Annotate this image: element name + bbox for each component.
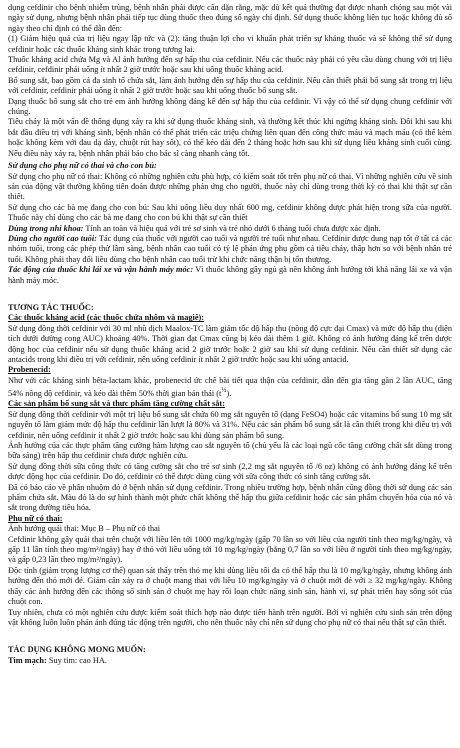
paragraph-toxicity-observations: Độc tính (giảm trọng lượng cơ thể) quan sát thấy trên thỏ mẹ khi dùng liều tối đa có thể hấp thu là 10 mg/kg/ngày, nhưng không ảnh hưởng đến thỏ mới đẻ. Giảm cân xảy ra ở chuột mang thai với liều 10 mg/kg/ngày và ở chuột mới đẻ với ≥ 32 mg/kg/ngày. Không thấy các ảnh hưởng đến các thông số sinh sản ở chuột mẹ hay rối loạn chức năng sinh sản, hành vi, sự phát triển hay sống sót của chuột con. [8, 565, 452, 607]
paragraph-red-stool: Đã có báo cáo về phân nhuộm đỏ ở bệnh nhân sử dụng cefdinir. Trong nhiều trường hợp, bệnh nhân cũng đồng thời sử dụng các sản phẩm chứa sắt. Màu đỏ là do sự hình thành một phức chất không thể hấp thu giữa cefdinir hoặc các sản phẩm chuyển hóa của nó và sắt trong đường tiêu hóa. [8, 482, 452, 513]
paragraph-lactation-use: Sử dụng cho các bà mẹ đang cho con bú: Sau khi uống liều duy nhất 600 mg, cefdinir không được phát hiện trong sữa của người. Thuốc này chỉ dùng cho các bà mẹ đang cho con bú khi thật sự cần thiết [8, 202, 452, 223]
paragraph-pediatric-use [8, 224, 452, 234]
drug-interactions-title: TƯƠNG TÁC THUỐC: [8, 302, 94, 312]
pediatric-use-text: Tính an toàn và hiệu quả với trẻ sơ sinh và trẻ nhỏ dưới 6 tháng tuổi chưa được xác định. [83, 223, 381, 233]
paragraph-treatment-compliance: dụng cefdinir cho bệnh nhiễm trùng, bệnh nhân phải được cẩn dặn rằng, mặc dù kết quả thường đạt được nhanh chóng sau một vài ngày sử dụng, nhưng bệnh nhân phải tiếp tục dùng thuốc theo đúng số ngày chỉ định. Sử dụng thuốc không liên tục hoặc không đủ số ngày theo chỉ định có thể dẫn đến: [8, 3, 452, 33]
paragraph-iron-supplement: Sử dụng đồng thời cefdinir với một trị liệu bổ sung sắt chứa 60 mg sắt nguyên tố (dạng FeSO4) hoặc các vitamins bổ sung 10 mg sắt nguyên tố làm giảm mức độ hấp thu cefdinir lần lượt là 80% và 31%. Nếu các sản phẩm bổ sung sắt là cần thiết trong khi điều trị với cefdinir, nên uống cefdinir ít nhất 2 giờ trước hoặc sau khi dùng sản phẩm bổ sung. [8, 409, 452, 440]
pregnancy-heading: Phụ nữ có thai: [8, 513, 63, 523]
paragraph-antacid-note: Thuốc kháng acid chứa Mg và Al ảnh hưởng đến sự hấp thu của cefdinir. Nếu các thuốc này phải có yêu cầu dùng chung với trị liệu cefdinir, cefdinir phải uống ít nhất 2 giờ trước hoặc sau khi uống thuốc kháng acid. [8, 55, 452, 75]
paragraph-teratogenic-category: Ảnh hưởng quái thai: Mục B – Phụ nữ có thai [8, 524, 161, 534]
adverse-effects-title: TÁC DỤNG KHÔNG MONG MUỐN: [8, 645, 146, 655]
paragraph-iron-fortified-food: Ảnh hưởng của các thực phẩm tăng cường hàm lượng cao sắt nguyên tố (chủ yếu là các loại ngũ cốc tăng cường chất sắt dùng trong bữa sáng) trên hấp thu cefdinir chưa được nghiên cứu. [8, 441, 452, 461]
paragraph-human-studies: Tuy nhiên, chưa có một nghiên cứu được kiểm soát thích hợp nào được tiến hành trên người. Bởi vì nghiên cứu sinh sản trên động vật không luôn luôn phản ánh đúng tác động trên người, cho nên thuốc này chỉ nên sử dụng cho phụ nữ có thai nếu thật sự cần thiết. [8, 607, 452, 627]
paragraph-cardiovascular [8, 656, 452, 666]
paragraph-driving-effects [8, 265, 452, 286]
paragraph-diarrhea-note: Tiêu chảy là một vấn đề thông dụng xảy ra khi sử dụng thuốc kháng sinh, và thường kết thúc khi ngừng kháng sinh. Đôi khi sau khi bắt đầu điều trị với kháng sinh, bệnh nhân có thể phát triển các triệu chứng liên quan đến công thức máu và mạch máu (có thể kèm hoặc không kèm với đau dạ dày, chuột rút hay sốt), có thể kéo dài đến 2 tháng hoặc hơn sau khi sử dụng liều kháng sinh cuối cùng. Nếu điều này xảy ra, bệnh nhân phải báo cho bác sĩ càng nhanh càng tốt. [8, 117, 452, 158]
driving-effects-text: Vì thuốc không gây ngủ gà nên không ảnh hưởng tới khả năng lái xe và vận hành máy móc. [8, 265, 452, 285]
paragraph-infant-formula: Sử dụng đồng thời sữa công thức có tăng cường sắt cho trẻ sơ sinh (2,2 mg sắt nguyên tố /6 oz) không có ảnh hưởng đáng kể trên dược động học của cefdinir. Do đó, cefdinir có thể được dùng cùng với sữa công thức có sinh tăng cường sắt. [8, 461, 452, 482]
paragraph-probenecid [8, 376, 452, 400]
pregnancy-lactation-heading: Sử dụng cho phụ nữ có thai và cho con bú: [8, 161, 157, 171]
antacid-interaction-heading: Các thuốc kháng acid (các thuốc chứa nhôm và magiê): [8, 313, 205, 323]
driving-effects-label: Tác động của thuốc khi lái xe và vận hành máy móc: [8, 265, 194, 275]
elderly-use-label: Dùng cho người cao tuổi: [8, 233, 97, 243]
cardiovascular-label: Tim mạch: [8, 655, 47, 665]
half-life-subscript: ½ [221, 387, 227, 395]
elderly-use-text: Tác dụng của thuốc với người cao tuổi và người trẻ tuổi như nhau. Cefdinir được dung nạp tốt ở tất cả các nhóm tuổi, trong các phép thử lâm sàng, bệnh nhân cao tuổi có tỷ lệ phản ứng phụ gồm cả tiêu chảy, thấp hơn so với bệnh nhân trẻ tuổi. Không phải thay đổi liều dùng cho bệnh nhân cao tuổi trừ khi chức năng thận bị tổn thương. [8, 233, 452, 264]
paragraph-pregnancy-use: Sử dụng cho phụ nữ có thai: Không có những nghiên cứu phù hợp, có kiểm soát tốt trên phụ nữ có thai. Vì những nghiên cứu về sinh sản của động vật thường không tiên đoán được những phản ứng cho người, thuốc này chỉ dùng trong thời kỳ có thai khi thật sự cần thiết. [8, 171, 452, 202]
paragraph-teratogenic-studies: Cefdinir không gây quái thai trên chuột với liều lên tới 1000 mg/kg/ngày (gấp 70 lần so với liều của người tính theo mg/kg/ngày, và gấp 11 lần tính theo mg/m²/ngày) hay ở thỏ với liều uống tới 10 mg/kg/ngày (bằng 0,7 lần so với liều ở người tính theo mg/kg/ngày, và gấp 0,23 lần theo mg/m²/ngày). [8, 534, 452, 565]
paragraph-antacid-interaction: Sử dụng đồng thời cefdinir với 30 ml nhũ dịch Maalox-TC làm giảm tốc độ hấp thu (nồng độ cực đại Cmax) và mức độ hấp thu (diện tích dưới đường cong AUC) khoảng 40%. Thời gian đạt Cmax cũng bị kéo dài thêm 1 giờ. Không có ảnh hưởng đáng kể trên dược động học của cefdinir nếu sử dụng thuốc kháng acid 2 giờ trước hoặc 2 giờ sau khi sử dụng cefdinir. Nếu cần thiết sử dụng các antacids trong khi điều trị với cefdinir, nên uống cefdinir ít nhất 2 giờ trước hoặc sau khi uống antacid. [8, 323, 452, 364]
paragraph-iron-note: Bổ sung sắt, bao gồm cả đa sinh tố chứa sắt, làm ảnh hưởng đến sự hấp thu của cefdinir. Nếu cần thiết phải bổ sung sắt trong trị liệu với cefdinir, cefdinir phải uống ít nhất 2 giờ trước hoặc sau khi uống thuốc bổ sung sắt. [8, 75, 452, 96]
paragraph-elderly-use [8, 234, 452, 265]
paragraph-resistance-risk: (1) Giảm hiệu quả của trị liệu ngay lập tức và (2): tăng thuận lợi cho vi khuẩn phát triển sự kháng thuốc và sẽ không thể sử dụng cefdinir hoặc các thuốc kháng sinh khác trong tương lai. [8, 34, 452, 54]
iron-products-heading: Các sản phẩm bổ sung sắt và thực phẩm tăng cường chất sắt: [8, 399, 225, 409]
probenecid-heading: Probenecid: [8, 365, 51, 375]
probenecid-text-end: ). [226, 388, 232, 398]
cardiovascular-text: Suy tim: cao HA. [46, 655, 107, 665]
paragraph-pediatric-iron-note: Dạng thuốc bổ sung sắt cho trẻ em ảnh hưởng không đáng kể đến sự hấp thu của cefdinir. Vì vậy có thể sử dụng chung cefdinir với chúng. [8, 96, 452, 117]
probenecid-text-main: Như với các kháng sinh bêta-lactam khác, probenecid ức chế bài tiết qua thận của cefdinir, dẫn đến gia tăng gần 2 lần AUC, tăng 54% nồng độ cefdinir, và kéo dài thêm 50% thời gian bán thải (t [8, 375, 452, 398]
pediatric-use-label: Dùng trong nhi khoa: [8, 223, 84, 233]
